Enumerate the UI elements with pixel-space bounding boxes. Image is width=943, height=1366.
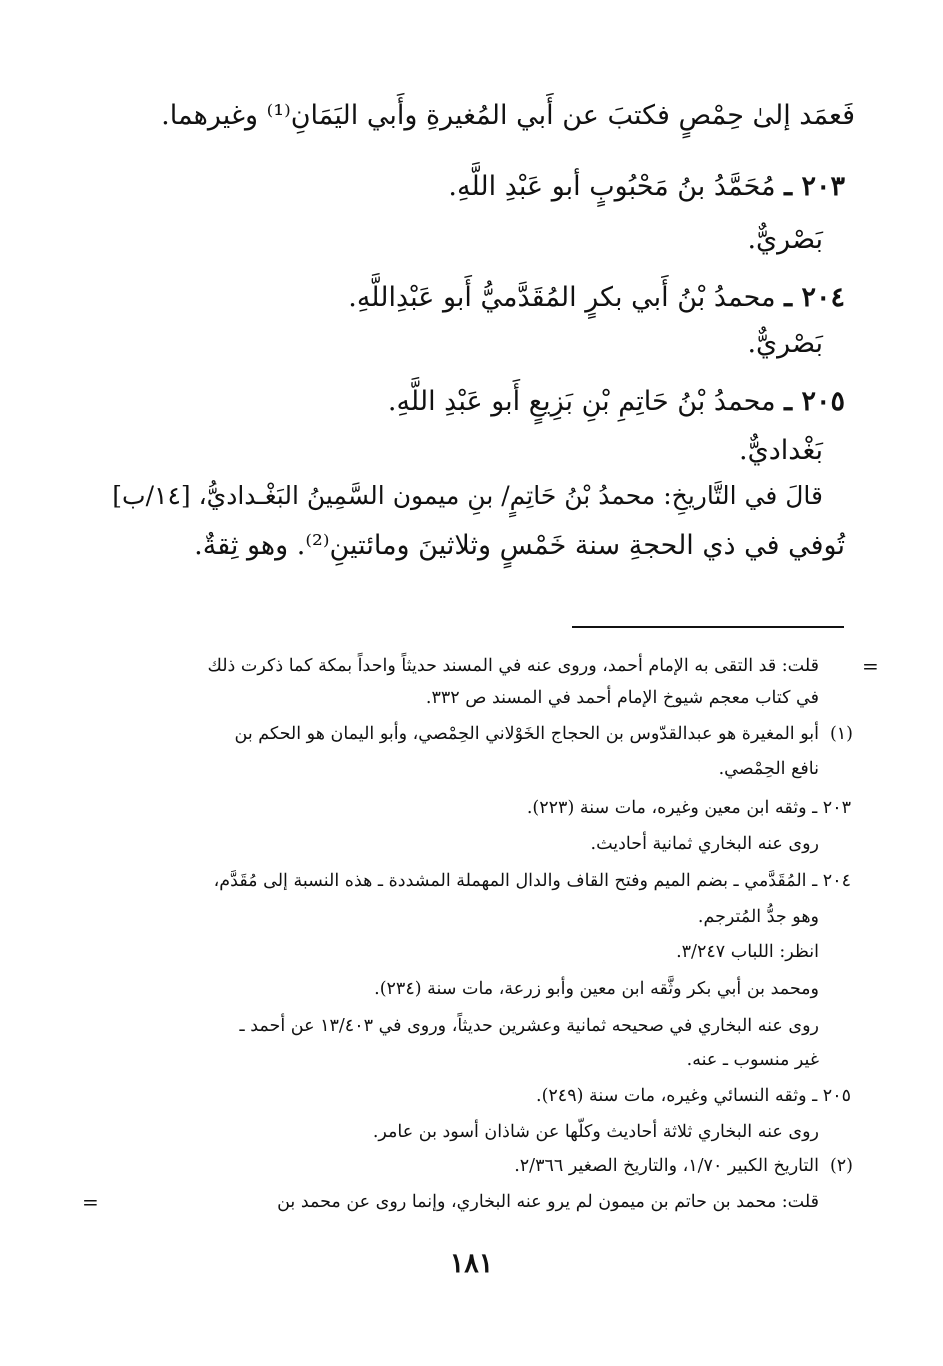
footnote-1-line2: نافع الحِمْصي. — [718, 759, 819, 779]
entry-204-line — [348, 278, 845, 318]
entry-205-line — [388, 382, 845, 422]
footnote-separator-rule — [572, 626, 844, 628]
main-intro-line: فَعمَد إلىٰ حِمْصٍ فكتبَ عن أَبي المُغيرةِ وأَبي اليَمَانِ⁽¹⁾ وغيرهما. — [161, 100, 855, 131]
end-continuation-marker: = — [82, 1190, 99, 1214]
note-203-line1: ٢٠٣ ـ وثقه ابن معين وغيره، مات سنة (٢٢٣). — [526, 798, 851, 818]
note-205-line2: روى عنه البخاري ثلاثة أحاديث وكلّها عن شاذان أسود بن عامر. — [372, 1122, 819, 1142]
note-204-line5: روى عنه البخاري في صحيحه ثمانية وعشرين حديثاً، وروى في ١٣/٤٠٣ عن أحمد ـ — [239, 1016, 819, 1036]
page-number: ١٨١ — [449, 1248, 494, 1279]
entry-203-name: مُحَمَّدُ بنُ مَحْبُوبٍ أبو عَبْدِ اللَّهِ. — [448, 171, 776, 202]
entry-205-origin: بَغْداديٌّ. — [739, 435, 823, 466]
entry-203-line — [448, 167, 845, 207]
entry-204-origin: بَصْريٌّ. — [747, 328, 823, 359]
footnote-2-marker: (٢) — [829, 1156, 853, 1176]
note-204-line6: غير منسوب ـ عنه. — [686, 1050, 819, 1070]
entry-205-quote-line1: قالَ في التَّاريخِ: محمدُ بْنُ حَاتِمٍ/ بنِ ميمون السَّمِينُ البَغْـداديُّ، [١٤/ب] — [112, 481, 823, 510]
note-204-line3: انظر: اللباب ٣/٢٤٧. — [676, 942, 819, 962]
footnote-1-marker: (١) — [829, 724, 853, 744]
footnote-1-line1: أبو المغيرة هو عبدالقدّوس بن الحجاج الخَوْلاني الحِمْصي، وأبو اليمان هو الحكم بن — [234, 724, 819, 744]
note-205-line1: ٢٠٥ ـ وثقه النسائي وغيره، مات سنة (٢٤٩). — [536, 1086, 851, 1106]
note-204-line2: وهو جدُّ المُترجم. — [697, 907, 819, 927]
entry-204-name: محمدُ بْنُ أَبي بكرٍ المُقَدَّميُّ أَبو عَبْدِاللَّهِ. — [348, 282, 776, 313]
footnote-2-line2: قلت: محمد بن حاتم بن ميمون لم يرو عنه البخاري، وإنما روى عن محمد بن — [277, 1192, 819, 1212]
entry-205-number: ٢٠٥ ـ — [784, 386, 845, 417]
footnote-2-line1: التاريخ الكبير ١/٧٠، والتاريخ الصغير ٢/٣٦٦. — [514, 1156, 819, 1176]
continuation-marker: = — [862, 654, 879, 678]
note-203-line2: روى عنه البخاري ثمانية أحاديث. — [590, 834, 819, 854]
note-204-line1: ٢٠٤ ـ المُقَدَّمي ـ بضم الميم وفتح القاف والدال المهملة المشددة ـ هذه النسبة إلى مُقَدَّم، — [213, 871, 851, 891]
entry-204-number: ٢٠٤ ـ — [784, 282, 845, 313]
note-204-line4: ومحمد بن أبي بكر وثَّقه ابن معين وأبو زرعة، مات سنة (٢٣٤). — [374, 979, 819, 999]
footnote-continued-line1: قلت: قد التقى به الإمام أحمد، وروى عنه في المسند حديثاً واحداً بمكة كما ذكرت ذلك — [207, 656, 819, 676]
entry-203-number: ٢٠٣ ـ — [784, 171, 845, 202]
entry-205-quote-line2: تُوفي في ذي الحجةِ سنة خَمْسٍ وثلاثينَ ومائتينِ⁽²⁾. وهو ثِقةٌ. — [194, 530, 845, 561]
footnote-continued-line2: في كتاب معجم شيوخ الإمام أحمد في المسند ص ٣٣٢. — [425, 688, 819, 708]
entry-205-name: محمدُ بْنُ حَاتِمِ بْنِ بَزِيعٍ أَبو عَبْدِ اللَّهِ. — [387, 386, 776, 417]
entry-203-origin: بَصْريٌّ. — [747, 224, 823, 255]
